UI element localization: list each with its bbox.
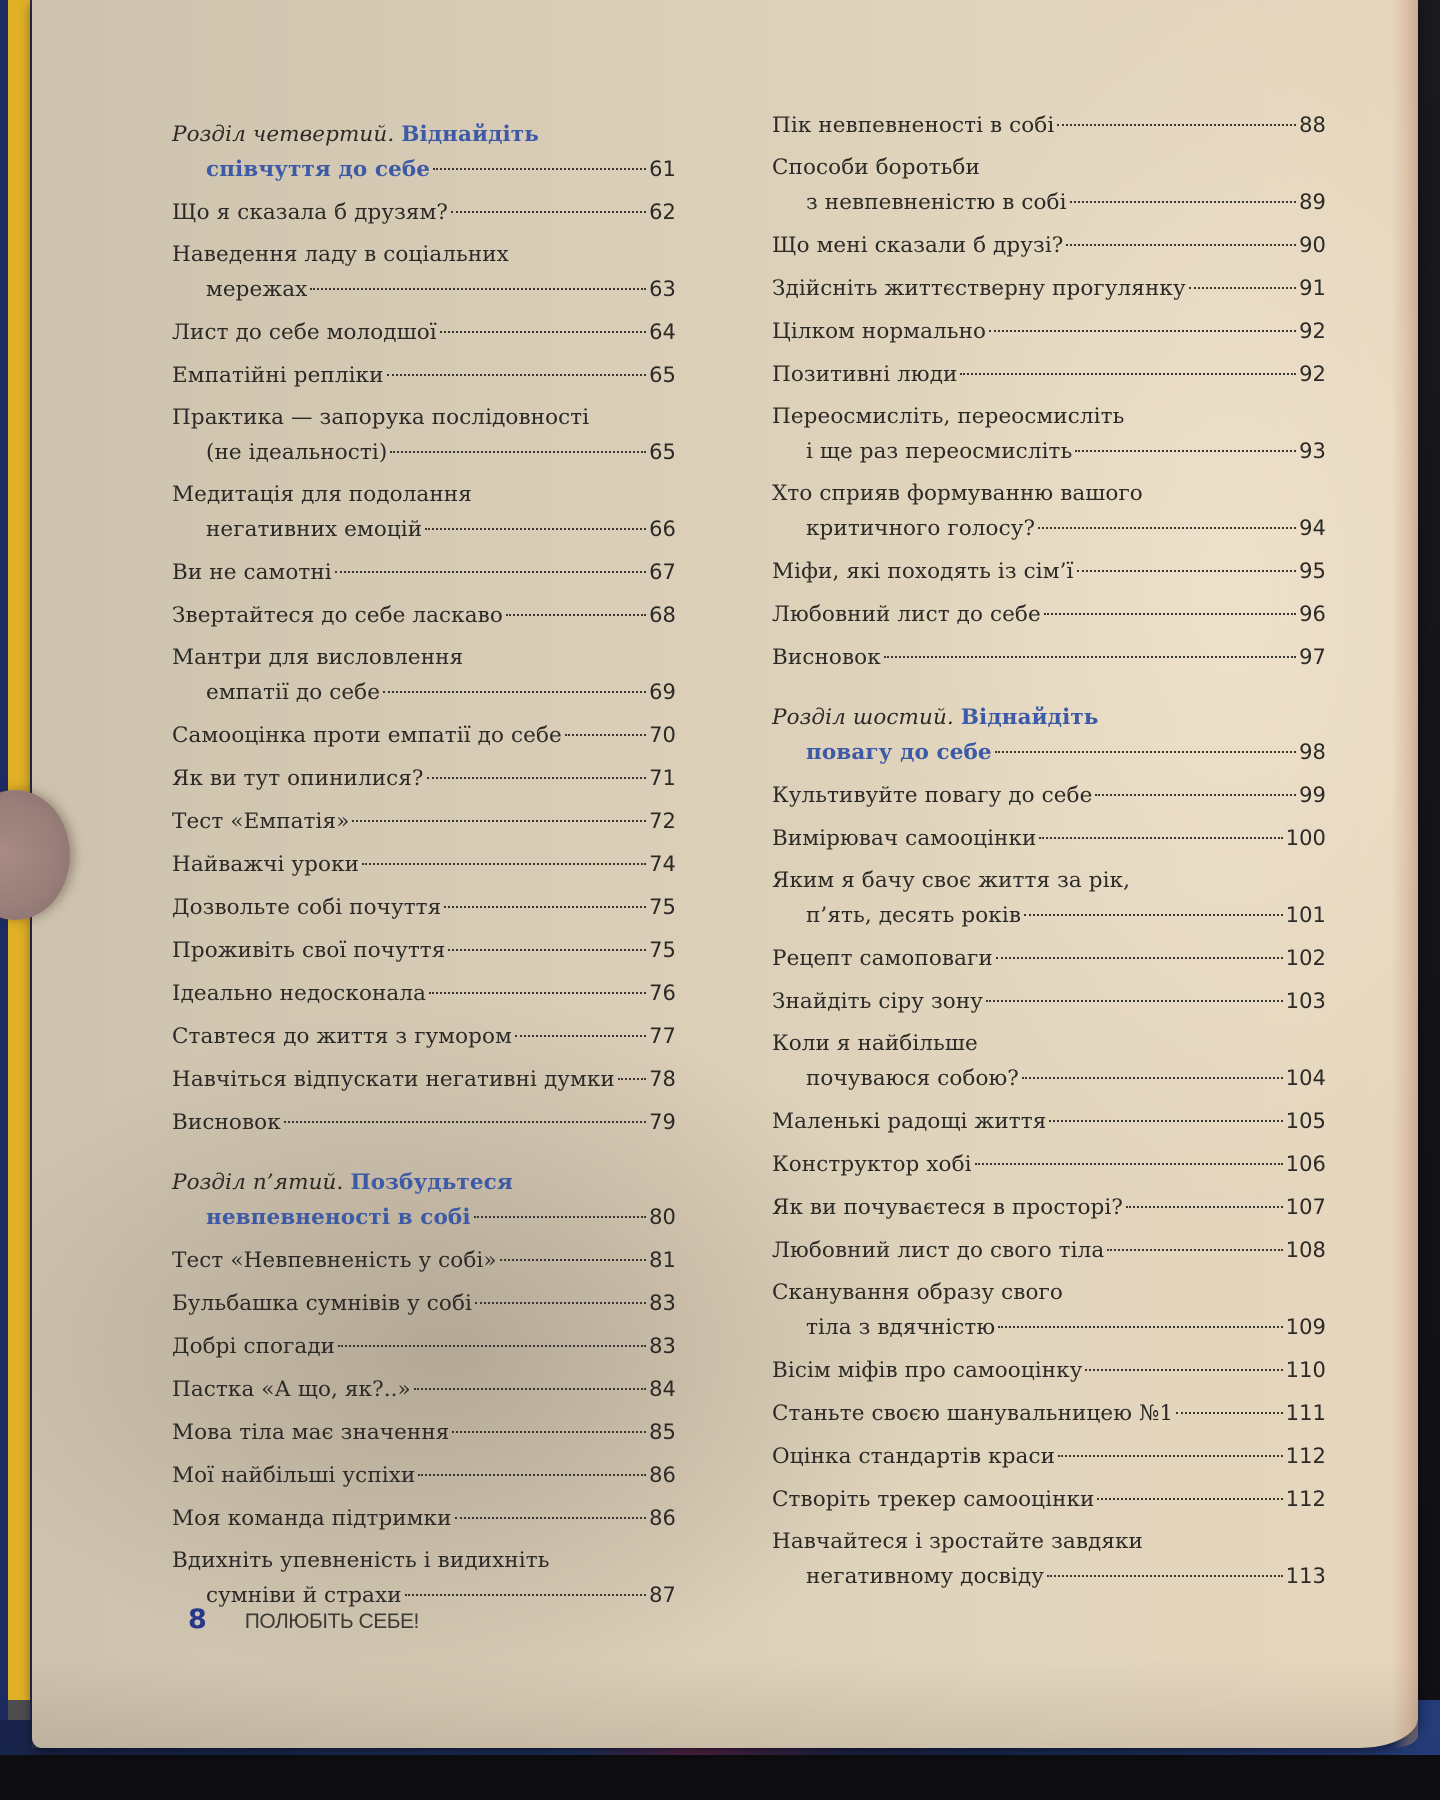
page-number: 84 [649, 1377, 676, 1401]
toc-entry-title: п’ять, десять років [806, 903, 1022, 928]
dot-leader [362, 863, 646, 865]
dot-leader [429, 992, 646, 994]
toc-entry-title-line1: Переосмисліть, переосмисліть [772, 404, 1125, 429]
chapter-title: Позбудьтеся [350, 1170, 513, 1195]
page-number: 106 [1285, 1152, 1326, 1176]
page-number: 110 [1285, 1358, 1326, 1382]
dot-leader [1077, 570, 1297, 572]
page-number: 100 [1285, 826, 1326, 850]
dot-leader [1189, 287, 1296, 289]
toc-entry-title: Самооцінка проти емпатії до себе [172, 723, 562, 748]
page-footer [188, 1604, 419, 1635]
toc-entry-title-line1: Навчайтеся і зростайте завдяки [772, 1529, 1143, 1554]
running-title: ПОЛЮБІТЬ СЕБЕ! [244, 1610, 419, 1633]
dark-background [0, 1755, 1440, 1800]
chapter-heading-line [772, 701, 1326, 735]
toc-entry-title: Проживіть свої почуття [172, 938, 446, 963]
toc-entry-title: Здійсніть життєстверну прогулянку [772, 276, 1186, 301]
toc-chapter-4 [172, 118, 676, 187]
page-number: 88 [1299, 113, 1326, 137]
dot-leader [986, 1000, 1283, 1002]
dot-leader [1107, 1249, 1282, 1251]
toc-entry [172, 1329, 676, 1364]
toc-entry [772, 314, 1326, 349]
toc-entry-title: критичного голосу? [806, 516, 1036, 541]
toc-entry-title-line1: Практика — запорука послідовності [172, 405, 590, 430]
toc-entry [772, 554, 1326, 589]
toc-entry-title: Найважчі уроки [172, 852, 360, 877]
toc-entry [172, 761, 676, 796]
toc-entry [172, 1062, 676, 1097]
toc-entry-title: Ідеально недосконала [172, 981, 427, 1006]
toc-entry [772, 864, 1326, 933]
page-number: 92 [1299, 362, 1326, 386]
dot-leader [989, 330, 1296, 332]
toc-entry-title: Позитивні люди [772, 362, 958, 387]
page-number: 80 [649, 1205, 676, 1229]
toc-entry [772, 821, 1326, 856]
toc-entry-title: Як ви почуваєтеся в просторі? [772, 1195, 1123, 1220]
dot-leader [444, 906, 646, 908]
toc-entry-title: Мої найбільші успіхи [172, 1463, 416, 1488]
toc-entry-title: Ставтеся до життя з гумором [172, 1024, 512, 1049]
toc-entry [772, 1104, 1326, 1139]
page-number: 62 [649, 200, 676, 224]
toc-entry-title: Створіть трекер самооцінки [772, 1487, 1095, 1512]
toc-entry-title: Ви не самотні [172, 560, 332, 585]
page-number: 75 [649, 895, 676, 919]
toc-entry [172, 1544, 676, 1613]
page-number: 97 [1299, 645, 1326, 669]
dot-leader [975, 1163, 1283, 1165]
dot-leader [475, 1302, 646, 1304]
toc-entry-title: Звертайтеся до себе ласкаво [172, 603, 503, 628]
page-number: 93 [1299, 439, 1326, 463]
page-number: 112 [1285, 1444, 1326, 1468]
toc-entry-title: Конструктор хобі [772, 1152, 972, 1177]
dot-leader [506, 614, 646, 616]
toc-entry-title: Тест «Емпатія» [172, 809, 350, 834]
toc-entry-title: Пік невпевненості в собі [772, 113, 1055, 138]
toc-entry [772, 108, 1326, 143]
dot-leader [618, 1078, 646, 1080]
page-number: 65 [649, 440, 676, 464]
toc-entry-title: Оцінка стандартів краси [772, 1444, 1056, 1469]
chapter-4-entries [172, 195, 676, 1140]
toc-entry [772, 1353, 1326, 1388]
dot-leader [448, 949, 646, 951]
page-number: 81 [649, 1248, 676, 1272]
dot-leader [433, 168, 646, 170]
toc-entry [772, 271, 1326, 306]
page-number: 63 [649, 277, 676, 301]
toc-entry [172, 933, 676, 968]
dot-leader [474, 1216, 646, 1218]
chapter-heading-line [172, 118, 676, 152]
toc-entry-title: тіла з вдячністю [806, 1315, 996, 1340]
dot-leader [1038, 527, 1296, 529]
toc-entry [172, 718, 676, 753]
page-number: 111 [1285, 1401, 1326, 1425]
toc-entry [172, 1105, 676, 1140]
page-number: 91 [1299, 276, 1326, 300]
page-number: 66 [649, 517, 676, 541]
toc-entry-title: Маленькі радощі життя [772, 1109, 1047, 1134]
toc-left-column [172, 118, 676, 1621]
toc-entry-title: Любовний лист до себе [772, 602, 1041, 627]
dot-leader [1022, 1077, 1283, 1079]
toc-entry-title: Цілком нормально [772, 319, 987, 344]
toc-entry [172, 890, 676, 925]
toc-entry-title: Моя команда підтримки [172, 1506, 452, 1531]
page-folio-number: 8 [188, 1604, 207, 1635]
page-number: 112 [1285, 1487, 1326, 1511]
toc-entry-title-line1: Хто сприяв формуванню вашого [772, 481, 1143, 506]
page-number: 96 [1299, 602, 1326, 626]
page-number: 89 [1299, 190, 1326, 214]
page-number: 105 [1285, 1109, 1326, 1133]
toc-entry-title: Мова тіла має значення [172, 1420, 450, 1445]
dot-leader [1066, 244, 1296, 246]
page-number: 86 [649, 1463, 676, 1487]
page-number: 70 [649, 723, 676, 747]
page-number: 77 [649, 1024, 676, 1048]
toc-entry [772, 228, 1326, 263]
toc-entry [172, 1501, 676, 1536]
page-number: 76 [649, 981, 676, 1005]
toc-entry [772, 151, 1326, 220]
toc-entry-title: Навчіться відпускати негативні думки [172, 1067, 615, 1092]
page-number: 98 [1299, 740, 1326, 764]
toc-entry [172, 315, 676, 350]
toc-entry-title: почуваюся собою? [806, 1066, 1019, 1091]
page-number: 83 [649, 1291, 676, 1315]
toc-entry-title: Дозвольте собі почуття [172, 895, 442, 920]
toc-entry-title: (не ідеальності) [206, 440, 388, 465]
dot-leader [383, 691, 646, 693]
dot-leader [1024, 914, 1283, 916]
toc-entry-title: Рецепт самоповаги [772, 946, 993, 971]
toc-entry-title: Станьте своєю шанувальницею №1 [772, 1401, 1174, 1426]
page-number: 87 [649, 1583, 676, 1607]
page-number: 67 [649, 560, 676, 584]
page-number: 69 [649, 680, 676, 704]
toc-entry [172, 238, 676, 307]
page-number: 102 [1285, 946, 1326, 970]
dot-leader [455, 1517, 647, 1519]
toc-entry-title: Лист до себе молодшої [172, 320, 437, 345]
dot-leader [1070, 201, 1297, 203]
chapter-label: Розділ п’ятий. [172, 1170, 344, 1195]
dot-leader [884, 656, 1296, 658]
toc-entry [172, 195, 676, 230]
page-right-edge [1392, 0, 1418, 1748]
dot-leader [1085, 1369, 1282, 1371]
toc-entry-title: емпатії до себе [206, 680, 381, 705]
toc-entry-title-line1: Мантри для висловлення [172, 645, 464, 670]
page-bottom-curl [32, 1658, 1418, 1748]
toc-entry-title: Міфи, які походять із сім’ї [772, 559, 1074, 584]
dot-leader [440, 331, 646, 333]
chapter-title-cont: співчуття до себе [206, 157, 431, 182]
toc-chapter-5 [172, 1166, 676, 1235]
toc-entry [772, 1147, 1326, 1182]
toc-entry-title-line1: Наведення ладу в соціальних [172, 242, 509, 267]
dot-leader [284, 1121, 646, 1123]
toc-entry [172, 976, 676, 1011]
dot-leader [995, 751, 1296, 753]
toc-entry-title-line1: Коли я найбільше [772, 1031, 978, 1056]
chapter-5-entries-continued [772, 108, 1326, 675]
page-number: 72 [649, 809, 676, 833]
toc-entry-title: Любовний лист до свого тіла [772, 1238, 1105, 1263]
chapter-title-cont: повагу до себе [806, 740, 992, 765]
toc-entry-title: Добрі спогади [172, 1334, 336, 1359]
toc-entry [172, 641, 676, 710]
page-number: 68 [649, 603, 676, 627]
toc-entry-title: Культивуйте повагу до себе [772, 783, 1093, 808]
dot-leader [1176, 1412, 1282, 1414]
toc-entry [172, 598, 676, 633]
toc-entry [172, 555, 676, 590]
toc-entry-title: Тест «Невпевненість у собі» [172, 1248, 497, 1273]
toc-entry-title-line1: Яким я бачу своє життя за рік, [772, 868, 1131, 893]
toc-entry [772, 1396, 1326, 1431]
toc-entry-title: Вимірювач самооцінки [772, 826, 1037, 851]
toc-entry-title: Як ви тут опинилися? [172, 766, 424, 791]
toc-right-column [772, 108, 1326, 1602]
book-page [32, 0, 1418, 1748]
toc-entry [772, 357, 1326, 392]
page-number: 74 [649, 852, 676, 876]
dot-leader [1049, 1120, 1282, 1122]
page-number: 103 [1285, 989, 1326, 1013]
toc-chapter-6 [772, 701, 1326, 770]
dot-leader [335, 571, 646, 573]
dot-leader [1044, 613, 1296, 615]
page-number: 75 [649, 938, 676, 962]
dot-leader [1097, 1498, 1282, 1500]
page-number: 101 [1285, 903, 1326, 927]
dot-leader [1047, 1575, 1283, 1577]
toc-entry-title: Що я сказала б друзям? [172, 200, 449, 225]
dot-leader [452, 1431, 646, 1433]
dot-leader [1058, 1455, 1283, 1457]
toc-entry-title: Висновок [772, 645, 881, 670]
toc-entry-title: з невпевненістю в собі [806, 190, 1067, 215]
page-number: 64 [649, 320, 676, 344]
dot-leader [405, 1594, 646, 1596]
page-number: 61 [649, 157, 676, 181]
dot-leader [998, 1326, 1282, 1328]
page-number: 86 [649, 1506, 676, 1530]
dot-leader [425, 528, 646, 530]
toc-entry-title: і ще раз переосмисліть [806, 439, 1073, 464]
dot-leader [500, 1259, 646, 1261]
page-number: 107 [1285, 1195, 1326, 1219]
toc-entry-title: Бульбашка сумнівів у собі [172, 1291, 472, 1316]
toc-entry [172, 1458, 676, 1493]
chapter-6-entries [772, 778, 1326, 1594]
dot-leader [996, 957, 1283, 959]
dot-leader [1039, 837, 1282, 839]
toc-entry-title-line1: Вдихніть упевненість і видихніть [172, 1548, 550, 1573]
toc-entry-title: Вісім міфів про самооцінку [772, 1358, 1083, 1383]
toc-entry [172, 1019, 676, 1054]
page-number: 90 [1299, 233, 1326, 257]
toc-entry-title: Пастка «А що, як?..» [172, 1377, 411, 1402]
toc-entry [772, 1027, 1326, 1096]
page-number: 94 [1299, 516, 1326, 540]
toc-entry-title: Що мені сказали б друзі? [772, 233, 1064, 258]
dot-leader [515, 1035, 646, 1037]
dot-leader [338, 1345, 646, 1347]
dot-leader [352, 820, 646, 822]
toc-entry [172, 1372, 676, 1407]
page-number: 85 [649, 1420, 676, 1444]
toc-entry-title: Емпатійні репліки [172, 363, 384, 388]
toc-entry-title: мережах [206, 277, 308, 302]
page-number: 78 [649, 1067, 676, 1091]
toc-entry [772, 1190, 1326, 1225]
dot-leader [310, 288, 646, 290]
toc-entry [172, 478, 676, 547]
dot-leader [1075, 450, 1296, 452]
page-number: 79 [649, 1110, 676, 1134]
toc-entry [772, 941, 1326, 976]
page-number: 99 [1299, 783, 1326, 807]
chapter-title: Віднайдіть [960, 705, 1099, 730]
chapter-label: Розділ четвертий. [172, 122, 395, 147]
toc-entry [172, 1286, 676, 1321]
toc-entry [172, 1415, 676, 1450]
chapter-title: Віднайдіть [401, 122, 539, 147]
dot-leader [1126, 1206, 1283, 1208]
dot-leader [451, 211, 646, 213]
toc-entry-title-line1: Способи боротьби [772, 155, 980, 180]
page-number: 92 [1299, 319, 1326, 343]
toc-entry [772, 640, 1326, 675]
toc-entry [172, 804, 676, 839]
toc-entry [772, 984, 1326, 1019]
page-number: 108 [1285, 1238, 1326, 1262]
dot-leader [1095, 794, 1296, 796]
dot-leader [414, 1388, 646, 1390]
page-number: 83 [649, 1334, 676, 1358]
dot-leader [960, 373, 1296, 375]
toc-entry [772, 1233, 1326, 1268]
toc-entry [772, 1439, 1326, 1474]
toc-entry [772, 778, 1326, 813]
page-number: 113 [1285, 1564, 1326, 1588]
dot-leader [1057, 124, 1296, 126]
toc-entry-title: негативному досвіду [806, 1564, 1044, 1589]
toc-entry-title: Знайдіть сіру зону [772, 989, 984, 1014]
toc-entry [172, 358, 676, 393]
toc-entry [772, 477, 1326, 546]
page-number: 104 [1285, 1066, 1326, 1090]
toc-entry [772, 1276, 1326, 1345]
chapter-heading-line [172, 1166, 676, 1200]
dot-leader [418, 1474, 646, 1476]
toc-entry-title: Висновок [172, 1110, 281, 1135]
page-number: 109 [1285, 1315, 1326, 1339]
toc-entry [772, 597, 1326, 632]
toc-entry-title-line1: Медитація для подолання [172, 482, 472, 507]
chapter-5-entries [172, 1243, 676, 1613]
dot-leader [427, 777, 647, 779]
toc-entry [772, 400, 1326, 469]
chapter-title-cont: невпевненості в собі [206, 1205, 471, 1230]
chapter-label: Розділ шостий. [772, 705, 954, 730]
page-number: 71 [649, 766, 676, 790]
toc-entry [772, 1482, 1326, 1517]
dot-leader [565, 734, 646, 736]
toc-entry-title-line1: Сканування образу свого [772, 1280, 1063, 1305]
toc-entry-title: сумніви й страхи [206, 1583, 402, 1608]
toc-entry [172, 1243, 676, 1278]
page-number: 95 [1299, 559, 1326, 583]
toc-entry [772, 1525, 1326, 1594]
toc-entry [172, 401, 676, 470]
toc-entry-title: негативних емоцій [206, 517, 423, 542]
dot-leader [387, 374, 647, 376]
dot-leader [390, 451, 646, 453]
page-number: 65 [649, 363, 676, 387]
toc-entry [172, 847, 676, 882]
